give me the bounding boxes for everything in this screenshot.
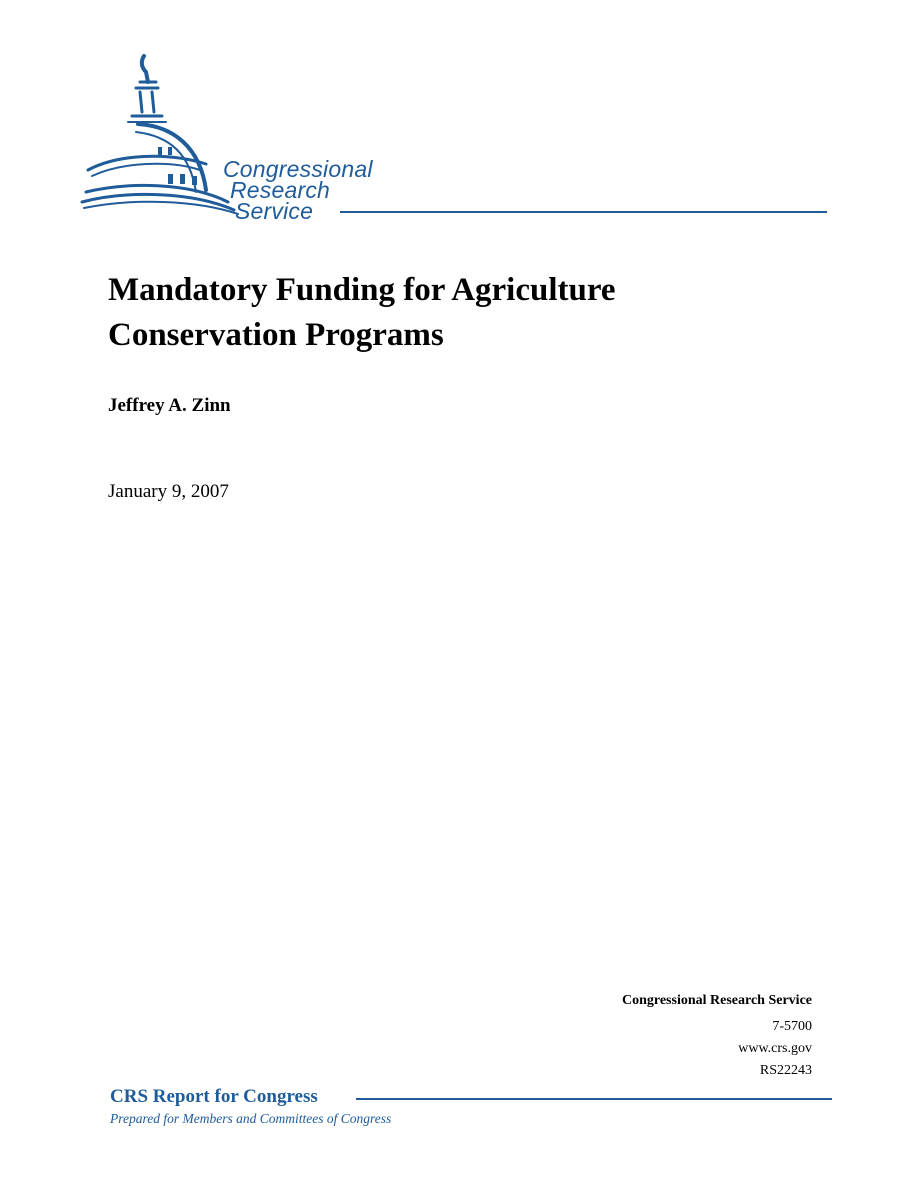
- capitol-dome-icon: [78, 52, 248, 222]
- logo-text-research: Research: [230, 177, 331, 203]
- title-line-1: Mandatory Funding for Agriculture: [108, 272, 616, 308]
- publisher-info: [622, 990, 812, 1082]
- report-series-subtitle: Prepared for Members and Committees of Congress: [110, 1111, 392, 1126]
- crs-logo: [78, 52, 418, 222]
- report-series-title: CRS Report for Congress: [110, 1086, 318, 1107]
- publisher-website[interactable]: www.crs.gov: [738, 1041, 812, 1056]
- logo-text-congressional: Congressional: [223, 156, 373, 182]
- header-rule: [340, 211, 827, 213]
- document-title: [108, 268, 828, 358]
- footer-rule: [356, 1098, 832, 1100]
- publication-date: January 9, 2007: [108, 481, 229, 502]
- title-line-2: Conservation Programs: [108, 317, 444, 353]
- logo-text-service: Service: [235, 198, 314, 224]
- report-number: RS22243: [759, 1063, 812, 1078]
- publisher-name: Congressional Research Service: [621, 993, 812, 1008]
- author-name: Jeffrey A. Zinn: [108, 395, 231, 416]
- publisher-phone: 7-5700: [772, 1019, 812, 1034]
